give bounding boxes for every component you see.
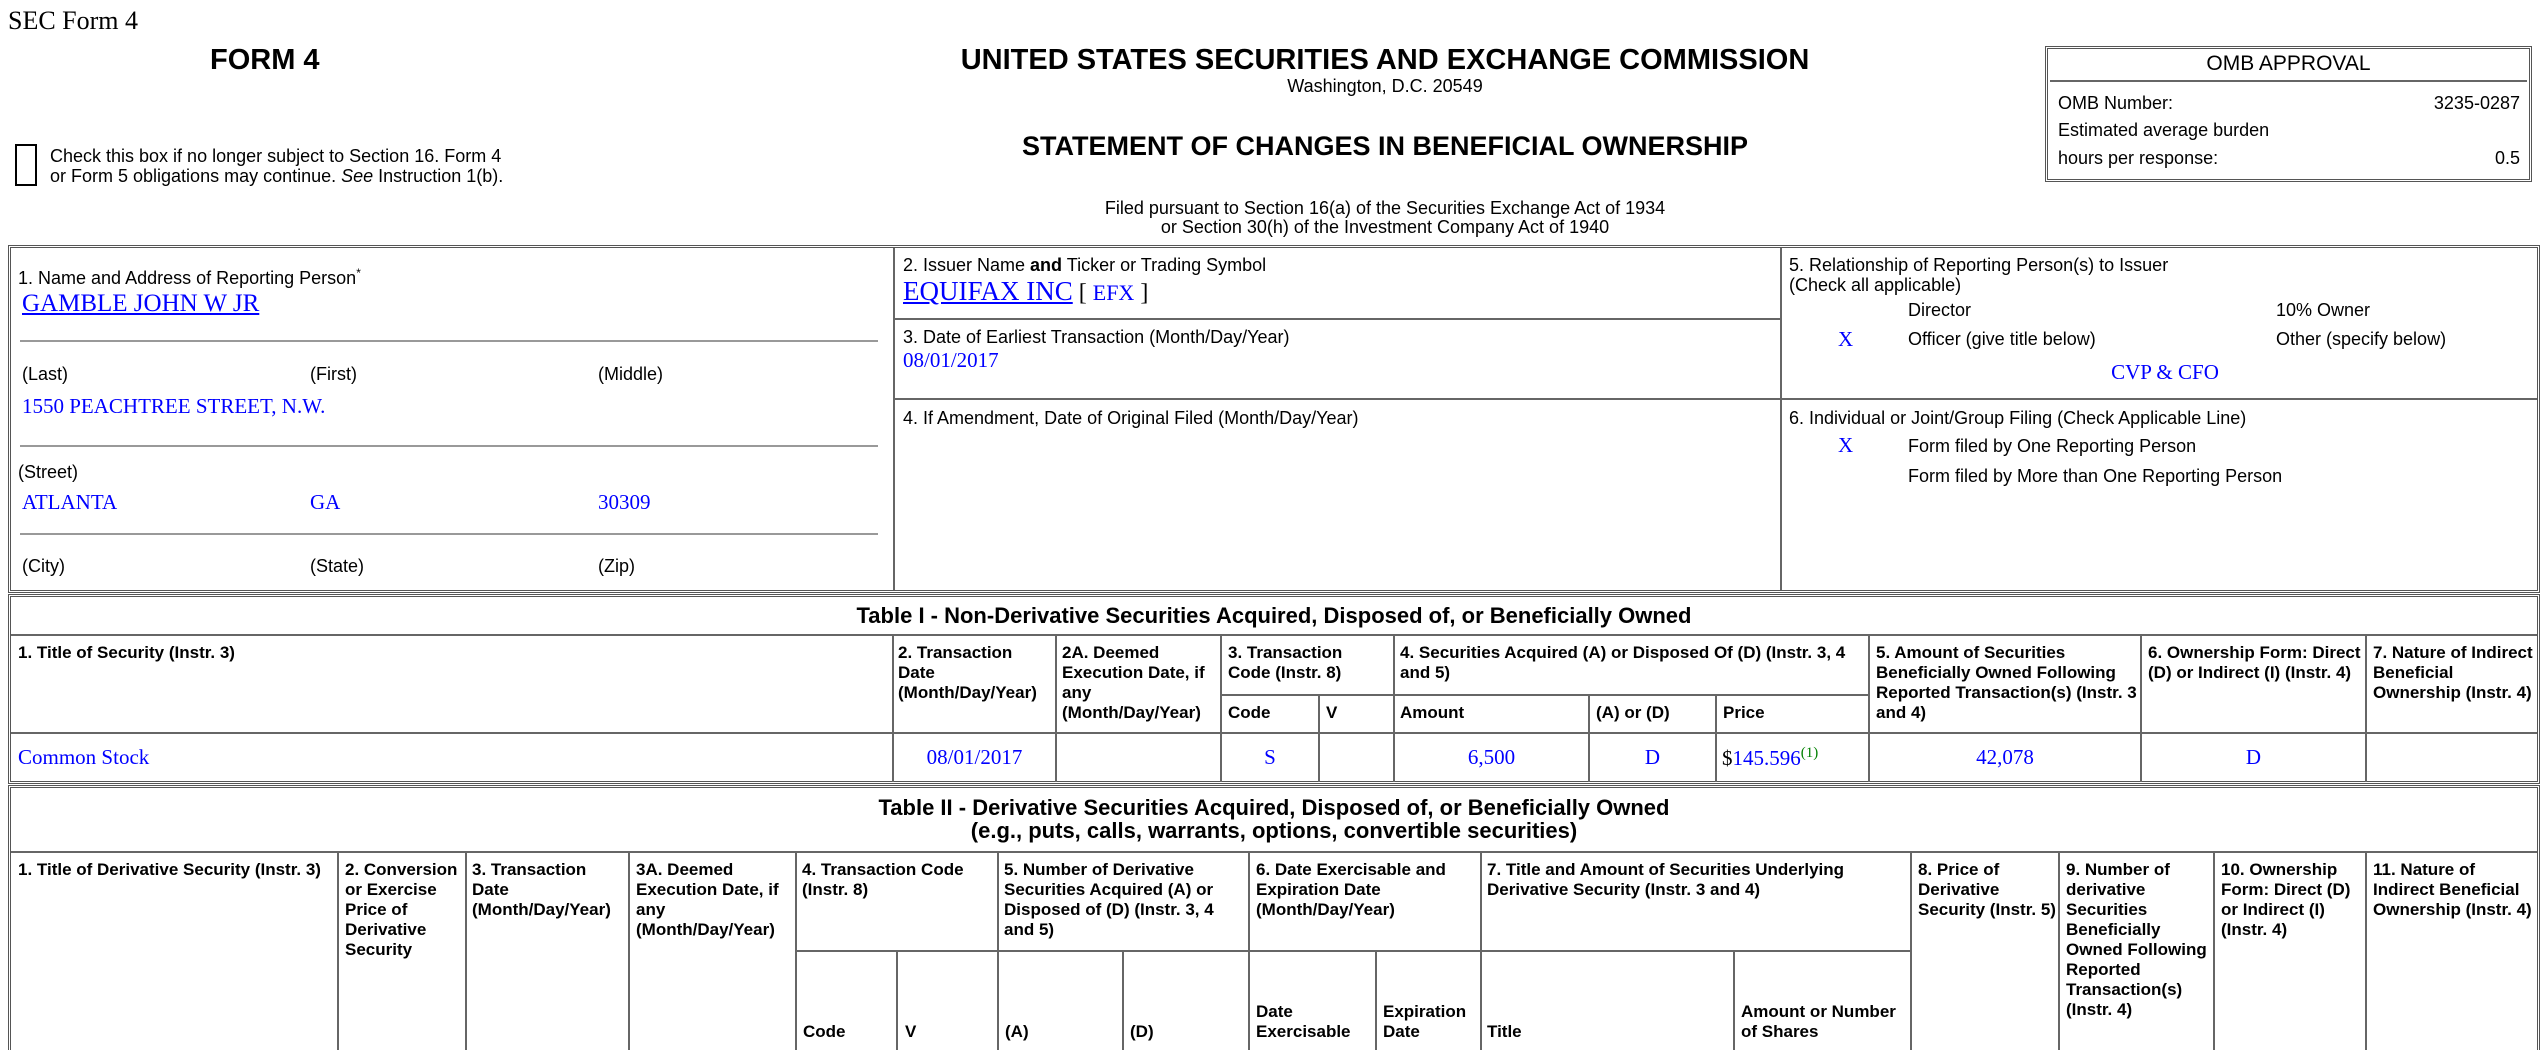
t2-col-4 [795,853,797,1050]
filing-more-label: Form filed by More than One Reporting Person [1908,466,2283,486]
t2-s-exercisable: Date Exercisable [1256,1002,1351,1041]
officer-check: X [1838,327,1854,351]
reporter-name-line [20,340,878,342]
t2-col-3 [465,853,467,1050]
t2-col-d [1122,952,1124,1050]
ticker-value: EFX [1092,280,1135,305]
section16-text [50,146,503,186]
filing-one-check: X [1838,433,1854,457]
t2-h3a: 3A. Deemed Execution Date, if any (Month/Day/Year) [636,860,779,939]
reporter-first-label: (First) [310,364,357,384]
omb-divider [2050,80,2527,82]
t1-row-form: D [2245,745,2262,769]
reporter-city-value: ATLANTA [22,490,118,514]
t1-h3: 3. Transaction Code (Instr. 8) [1228,643,1343,682]
t2-col-amt [1733,952,1735,1050]
t2-col-11 [2365,853,2367,1050]
reporter-city-label: (City) [22,556,65,576]
t2-col-2 [337,853,339,1050]
reporter-street-label: (Street) [18,462,79,482]
t2-h8: 8. Price of Derivative Security (Instr. 5) [1918,860,2056,919]
t1-h4-price: Price [1723,703,1765,722]
t1-h6: 6. Ownership Form: Direct (D) or Indirect (I) (Instr. 4) [2148,643,2361,682]
omb-burden-label1: Estimated average burden [2058,120,2270,140]
table1-header-bottom [11,732,2537,734]
section16-see: See [341,166,374,186]
t2-s-v: V [905,1022,917,1041]
reporter-state-label: (State) [310,556,365,576]
section16-line2 [50,166,503,186]
earliest-date-label: 3. Date of Earliest Transaction (Month/Day/Year) [903,327,1290,347]
t1-h4: 4. Securities Acquired (A) or Disposed Of (D) (Instr. 3, 4 and 5) [1400,643,1846,682]
t1-h3-v: V [1326,703,1338,722]
t1-col-price [1715,694,1717,782]
reporter-label-star: * [356,266,361,280]
t1-h5: 5. Amount of Securities Beneficially Owned Following Reported Transaction(s) (Instr. 3 and 4) [1876,643,2137,722]
omb-burden-label2: hours per response: [2058,148,2219,168]
t1-row-date: 08/01/2017 [926,745,1023,769]
table1-title-line [11,634,2537,636]
t2-h5: 5. Number of Derivative Securities Acquired (A) or Disposed of (D) (Instr. 3, 4 and 5) [1004,860,1214,939]
officer-label: Officer (give title below) [1908,329,2096,349]
t1-price-value: 145.596 [1732,746,1801,770]
table2-title-line [11,851,2537,853]
t2-col-8 [1910,853,1912,1050]
table2-title1: Table II - Derivative Securities Acquired, Disposed of, or Beneficially Owned [878,795,1670,820]
other-label: Other (specify below) [2276,329,2447,349]
t2-s-expiration: Expiration Date [1383,1002,1467,1041]
relationship-label1: 5. Relationship of Reporting Person(s) to Issuer [1789,255,2169,275]
section16-line1: Check this box if no longer subject to Section 16. Form 4 [50,146,502,166]
table1-title: Table I - Non-Derivative Securities Acquired, Disposed of, or Beneficially Owned [856,603,1692,628]
t1-col-v [1318,694,1320,782]
t2-h4: 4. Transaction Code (Instr. 8) [802,860,964,899]
ten-pct-owner-label: 10% Owner [2276,300,2371,320]
t1-price-prefix: $ [1722,746,1733,770]
t2-col-6 [1248,853,1250,1050]
divider-date-amend [895,398,2537,400]
divider-col2 [1780,248,1782,590]
reporter-city-line [20,533,878,535]
t1-h3-code: Code [1228,703,1271,722]
issuer-label [903,255,1266,275]
t2-h10: 10. Ownership Form: Direct (D) or Indirect (I) (Instr. 4) [2221,860,2351,939]
t2-s-d: (D) [1130,1022,1154,1041]
earliest-date-value: 08/01/2017 [903,348,999,372]
t2-h2: 2. Conversion or Exercise Price of Derivative Security [345,860,458,959]
t2-s-code: Code [803,1022,846,1041]
t2-col-exp [1375,952,1377,1050]
agency-location: Washington, D.C. 20549 [1287,76,1483,96]
divider-issuer-date [895,318,1780,320]
reporter-street-line [20,445,878,447]
reporter-last-label: (Last) [22,364,69,384]
section16-checkbox[interactable] [15,144,37,186]
divider-col1 [893,248,895,590]
t1-row-aord: D [1644,745,1661,769]
t2-col-10 [2213,853,2215,1050]
t2-s-a: (A) [1005,1022,1029,1041]
form-title: FORM 4 [210,44,320,76]
t1-row-code: S [1264,745,1276,769]
t1-h2a: 2A. Deemed Execution Date, if any (Month/Day/Year) [1062,643,1205,722]
reporter-name-link[interactable]: GAMBLE JOHN W JR [22,290,260,317]
t1-price-footnote[interactable]: (1) [1800,745,1819,761]
t2-col-5 [997,853,999,1050]
t2-col-3a [628,853,630,1050]
t1-row-price [1722,745,1818,771]
t1-row-owned: 42,078 [1976,745,2034,769]
filed-pursuant-2: or Section 30(h) of the Investment Company Act of 1940 [1160,217,1610,237]
t1-h1: 1. Title of Security (Instr. 3) [18,643,235,662]
t2-h6: 6. Date Exercisable and Expiration Date (Month/Day/Year) [1256,860,1446,919]
t2-h11: 11. Nature of Indirect Beneficial Ownership (Instr. 4) [2373,860,2532,919]
t1-h4-amount: Amount [1400,703,1465,722]
t1-h2: 2. Transaction Date (Month/Day/Year) [898,643,1037,702]
t1-row-amount: 6,500 [1467,745,1516,769]
section16-line2c: Instruction 1(b). [373,166,504,186]
t1-h4-aord: (A) or (D) [1596,703,1670,722]
statement-title: STATEMENT OF CHANGES IN BENEFICIAL OWNERSHIP [1021,131,1749,161]
t2-s-amount: Amount or Number of Shares [1741,1002,1896,1041]
omb-number-value: 3235-0287 [2433,93,2520,113]
section16-line2a: or Form 5 obligations may continue. [50,166,342,186]
omb-burden-value: 0.5 [2494,148,2520,168]
officer-title-value: CVP & CFO [2111,360,2219,384]
reporter-zip-label: (Zip) [598,556,635,576]
relationship-label2: (Check all applicable) [1789,275,1962,295]
reporter-label-text: 1. Name and Address of Reporting Person [18,268,357,288]
issuer-label-and: and [1030,255,1063,275]
filed-pursuant-1: Filed pursuant to Section 16(a) of the Securities Exchange Act of 1934 [1104,198,1666,218]
t2-s-title: Title [1487,1022,1522,1041]
table2-title2: (e.g., puts, calls, warrants, options, convertible securities) [970,818,1578,843]
sec-form-label: SEC Form 4 [8,6,139,35]
reporter-zip-value: 30309 [598,490,651,514]
t2-h9: 9. Number of derivative Securities Beneficially Owned Following Reported Transaction(s) (Instr. 4) [2066,860,2207,1019]
issuer-label-a: 2. Issuer Name [903,255,1031,275]
agency-title: UNITED STATES SECURITIES AND EXCHANGE COMMISSION [960,44,1810,76]
t2-h3: 3. Transaction Date (Month/Day/Year) [472,860,611,919]
director-label: Director [1908,300,1972,320]
ticker-close: ] [1134,280,1149,306]
t2-col-9 [2058,853,2060,1050]
t2-col-7 [1480,853,1482,1050]
t1-row-title: Common Stock [18,745,150,769]
t1-col-7 [2365,636,2367,782]
t2-h7: 7. Title and Amount of Securities Underlying Derivative Security (Instr. 3 and 4) [1487,860,1845,899]
t2-col-v [896,952,898,1050]
filing-one-label: Form filed by One Reporting Person [1908,436,2197,456]
ticker-open: [ [1072,280,1093,306]
omb-title: OMB APPROVAL [2206,52,2371,75]
t2-h1: 1. Title of Derivative Security (Instr. 3) [18,860,321,879]
reporter-state-value: GA [310,490,341,514]
reporter-label [18,263,361,288]
t1-h7: 7. Nature of Indirect Beneficial Ownership (Instr. 4) [2373,643,2533,702]
reporter-middle-label: (Middle) [598,364,664,384]
issuer-name-link[interactable]: EQUIFAX INC [903,276,1073,306]
issuer-name-row [903,276,1148,307]
reporter-street-value: 1550 PEACHTREE STREET, N.W. [22,394,326,418]
table2-sub-line [795,950,1910,952]
issuer-label-c: Ticker or Trading Symbol [1062,255,1267,275]
t1-col-2a [1055,636,1057,782]
omb-number-label: OMB Number: [2058,93,2174,113]
filing-label: 6. Individual or Joint/Group Filing (Check Applicable Line) [1789,408,2247,428]
amendment-label: 4. If Amendment, Date of Original Filed (Month/Day/Year) [903,408,1359,428]
